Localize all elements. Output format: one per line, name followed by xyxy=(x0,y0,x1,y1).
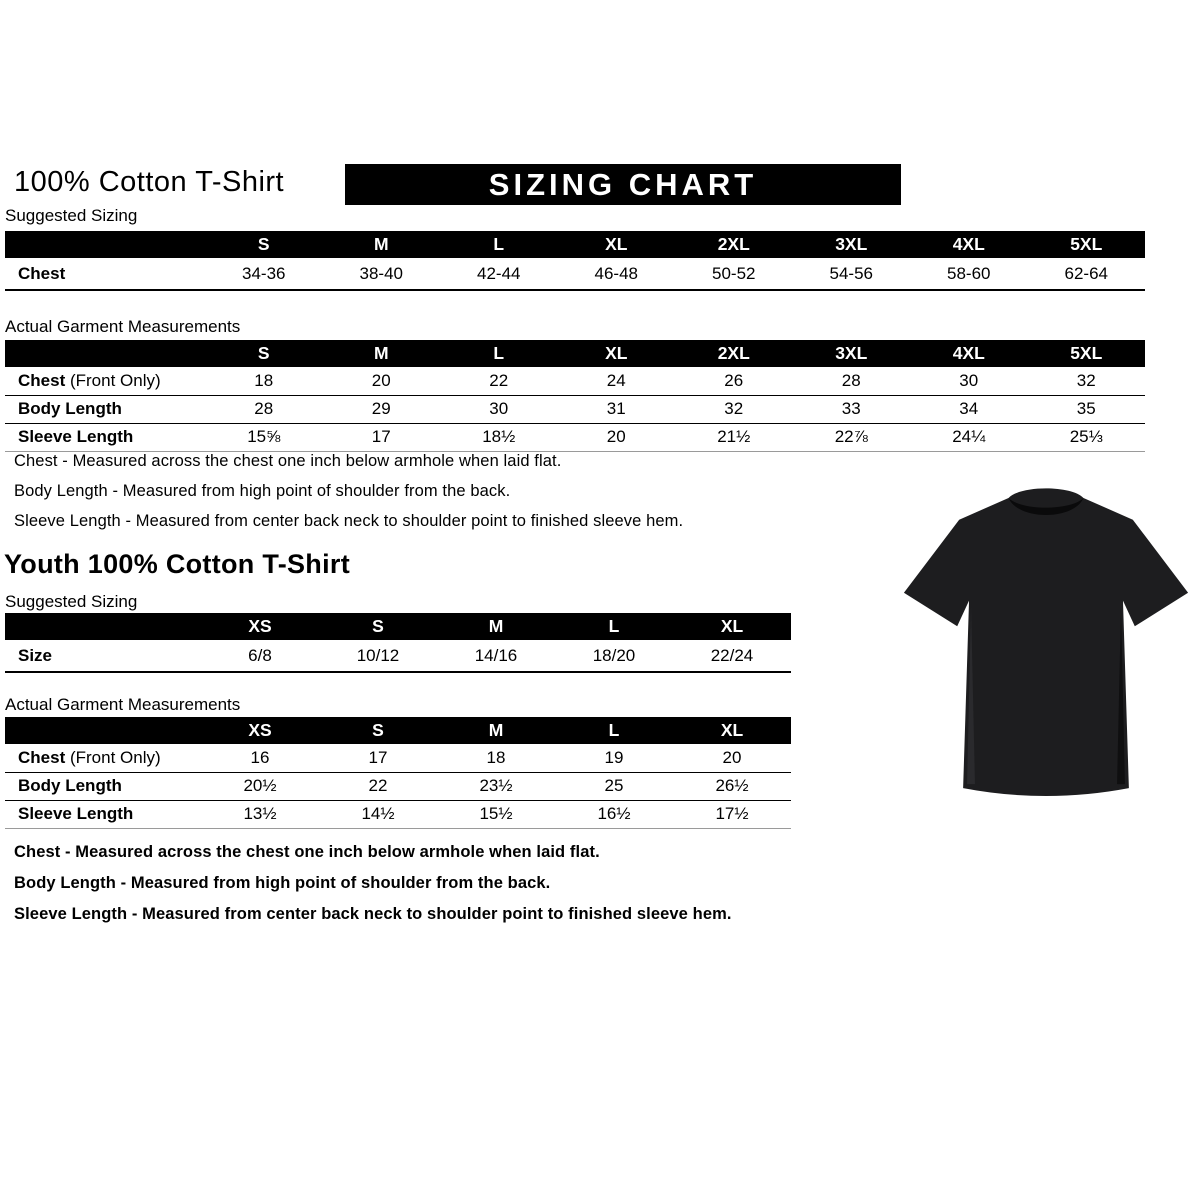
size-header: XL xyxy=(673,717,791,744)
size-header: M xyxy=(323,231,441,258)
value-cell: 24¼ xyxy=(910,423,1028,451)
value-cell: 46-48 xyxy=(558,258,676,290)
row-label-text: Body Length xyxy=(18,399,122,418)
value-cell: 18/20 xyxy=(555,640,673,672)
value-cell: 25 xyxy=(555,772,673,800)
value-cell: 34 xyxy=(910,395,1028,423)
row-label xyxy=(5,744,201,772)
row-label-note: (Front Only) xyxy=(65,370,161,390)
tshirt-image xyxy=(898,476,1194,816)
row-label xyxy=(5,423,205,451)
value-cell: 20½ xyxy=(201,772,319,800)
youth-measurement-notes xyxy=(14,843,732,936)
body-length-note: Body Length - Measured from high point of shoulder from the back. xyxy=(14,482,511,500)
size-header: M xyxy=(437,717,555,744)
value-cell: 22 xyxy=(319,772,437,800)
chest-row xyxy=(5,367,1145,395)
value-cell: 18 xyxy=(437,744,555,772)
corner-cell xyxy=(5,231,205,258)
value-cell: 34-36 xyxy=(205,258,323,290)
size-row xyxy=(5,640,791,672)
value-cell: 17 xyxy=(319,744,437,772)
body-length-row xyxy=(5,772,791,800)
size-header: 2XL xyxy=(675,340,793,367)
sleeve-length-note: Sleeve Length - Measured from center back neck to shoulder point to finished sleeve hem. xyxy=(14,905,732,923)
value-cell: 38-40 xyxy=(323,258,441,290)
value-cell: 20 xyxy=(673,744,791,772)
header-row xyxy=(5,717,791,744)
value-cell: 20 xyxy=(323,367,441,395)
size-header: XL xyxy=(673,613,791,640)
row-label-note: (Front Only) xyxy=(65,747,161,767)
body-length-row xyxy=(5,395,1145,423)
row-label-text: Body Length xyxy=(18,776,122,795)
row-label xyxy=(5,395,205,423)
size-header: M xyxy=(323,340,441,367)
size-header: 4XL xyxy=(910,340,1028,367)
size-header: XS xyxy=(201,613,319,640)
value-cell: 29 xyxy=(323,395,441,423)
value-cell: 17 xyxy=(323,423,441,451)
value-cell: 50-52 xyxy=(675,258,793,290)
value-cell: 26 xyxy=(675,367,793,395)
size-header: L xyxy=(555,613,673,640)
size-header: XL xyxy=(558,231,676,258)
youth-suggested-sizing-label: Suggested Sizing xyxy=(5,592,138,611)
value-cell: 42-44 xyxy=(440,258,558,290)
sleeve-length-note: Sleeve Length - Measured from center back neck to shoulder point to finished sleeve hem. xyxy=(14,512,684,530)
size-header: 4XL xyxy=(910,231,1028,258)
value-cell: 15½ xyxy=(437,800,555,828)
value-cell: 18 xyxy=(205,367,323,395)
value-cell: 54-56 xyxy=(793,258,911,290)
row-label xyxy=(5,772,201,800)
size-header: 5XL xyxy=(1028,340,1146,367)
youth-actual-measurements-label: Actual Garment Measurements xyxy=(5,695,241,714)
row-label xyxy=(5,800,201,828)
chest-row xyxy=(5,258,1145,290)
size-header: L xyxy=(440,231,558,258)
row-label-text: Size xyxy=(18,645,53,665)
value-cell: 25⅓ xyxy=(1028,423,1146,451)
size-header: L xyxy=(440,340,558,367)
chest-note: Chest - Measured across the chest one inch below armhole when laid flat. xyxy=(14,452,562,470)
size-header: S xyxy=(319,717,437,744)
adult-measurement-notes xyxy=(14,452,683,542)
value-cell: 23½ xyxy=(437,772,555,800)
row-label xyxy=(5,367,205,395)
value-cell: 16½ xyxy=(555,800,673,828)
size-header: M xyxy=(437,613,555,640)
value-cell: 22/24 xyxy=(673,640,791,672)
value-cell: 21½ xyxy=(675,423,793,451)
youth-section-title: Youth 100% Cotton T-Shirt xyxy=(4,549,350,579)
size-header: 5XL xyxy=(1028,231,1146,258)
size-header: S xyxy=(205,231,323,258)
youth-actual-measurements-table xyxy=(5,717,791,829)
corner-cell xyxy=(5,340,205,367)
sleeve-length-row xyxy=(5,423,1145,451)
value-cell: 14½ xyxy=(319,800,437,828)
youth-suggested-sizing-table xyxy=(5,613,791,673)
adult-section-title: 100% Cotton T-Shirt xyxy=(14,166,285,198)
row-label-text: Sleeve Length xyxy=(18,427,134,446)
value-cell: 13½ xyxy=(201,800,319,828)
value-cell: 28 xyxy=(205,395,323,423)
tshirt-body-shape xyxy=(904,488,1188,796)
size-header: 3XL xyxy=(793,340,911,367)
value-cell: 20 xyxy=(558,423,676,451)
body-length-note: Body Length - Measured from high point of shoulder from the back. xyxy=(14,874,551,892)
size-header: XL xyxy=(558,340,676,367)
row-label-text: Sleeve Length xyxy=(18,804,134,823)
size-header: 2XL xyxy=(675,231,793,258)
value-cell: 28 xyxy=(793,367,911,395)
size-header: L xyxy=(555,717,673,744)
value-cell: 24 xyxy=(558,367,676,395)
value-cell: 10/12 xyxy=(319,640,437,672)
value-cell: 35 xyxy=(1028,395,1146,423)
row-label-text: Chest xyxy=(18,370,66,390)
sleeve-length-row xyxy=(5,800,791,828)
chest-note: Chest - Measured across the chest one inch below armhole when laid flat. xyxy=(14,843,600,861)
size-header: XS xyxy=(201,717,319,744)
value-cell: 15⅝ xyxy=(205,423,323,451)
header-row xyxy=(5,613,791,640)
value-cell: 19 xyxy=(555,744,673,772)
chest-row xyxy=(5,744,791,772)
value-cell: 22 xyxy=(440,367,558,395)
header-row xyxy=(5,340,1145,367)
row-label xyxy=(5,640,201,672)
value-cell: 30 xyxy=(440,395,558,423)
corner-cell xyxy=(5,613,201,640)
row-label xyxy=(5,258,205,290)
value-cell: 30 xyxy=(910,367,1028,395)
value-cell: 16 xyxy=(201,744,319,772)
value-cell: 22⅞ xyxy=(793,423,911,451)
value-cell: 26½ xyxy=(673,772,791,800)
adult-actual-measurements-table xyxy=(5,340,1145,452)
value-cell: 58-60 xyxy=(910,258,1028,290)
size-header: 3XL xyxy=(793,231,911,258)
size-header: S xyxy=(205,340,323,367)
adult-suggested-sizing-table xyxy=(5,231,1145,291)
value-cell: 31 xyxy=(558,395,676,423)
corner-cell xyxy=(5,717,201,744)
value-cell: 33 xyxy=(793,395,911,423)
value-cell: 32 xyxy=(675,395,793,423)
value-cell: 14/16 xyxy=(437,640,555,672)
adult-actual-measurements-label: Actual Garment Measurements xyxy=(5,317,241,336)
value-cell: 6/8 xyxy=(201,640,319,672)
value-cell: 17½ xyxy=(673,800,791,828)
sizing-chart-banner: SIZING CHART xyxy=(345,164,901,205)
value-cell: 18½ xyxy=(440,423,558,451)
adult-suggested-sizing-label: Suggested Sizing xyxy=(5,206,138,225)
header-row xyxy=(5,231,1145,258)
row-label-text: Chest xyxy=(18,263,66,283)
size-header: S xyxy=(319,613,437,640)
value-cell: 62-64 xyxy=(1028,258,1146,290)
tshirt-graphic xyxy=(898,476,1194,816)
value-cell: 32 xyxy=(1028,367,1146,395)
row-label-text: Chest xyxy=(18,747,66,767)
